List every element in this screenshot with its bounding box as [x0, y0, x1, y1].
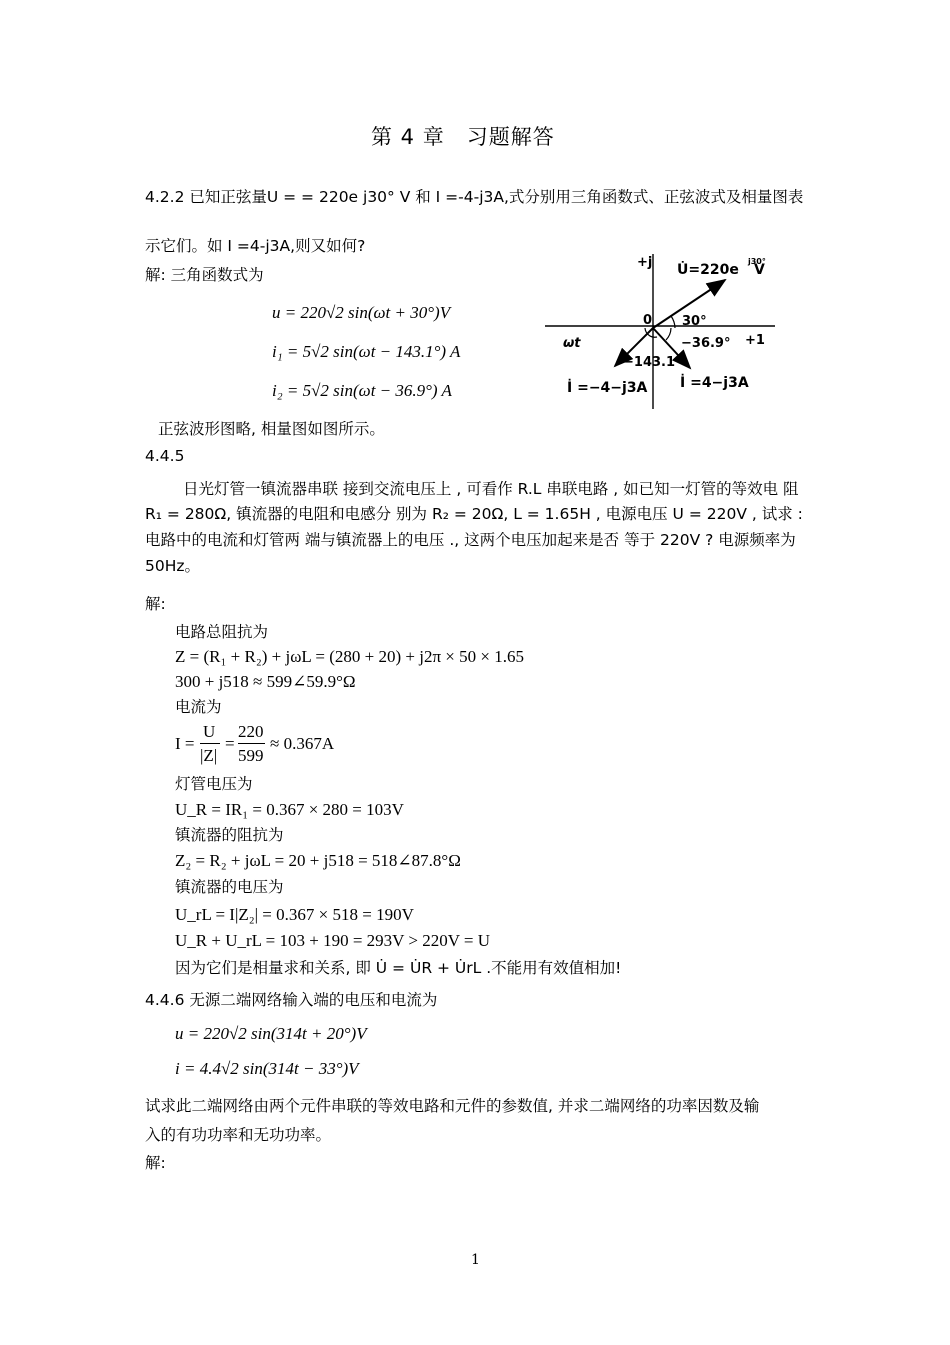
- problem-446-line2: 试求此二端网络由两个元件串联的等效电路和元件的参数值, 并求二端网络的功率因数及输: [145, 1097, 760, 1115]
- label-i2: İ =4−j3A: [680, 375, 749, 391]
- equation-i1: i₁ = 5√2 sin(ωt − 143.1°) A: [272, 342, 461, 361]
- label-i1: İ =−4−j3A: [567, 380, 648, 396]
- angle-arc-369: [666, 328, 671, 340]
- label-u-exp: j30°: [748, 257, 766, 266]
- problem-422-line2: 示它们。如 I =4-j3A,则又如何?: [145, 237, 366, 255]
- label-angle-30: 30°: [682, 314, 707, 329]
- label-origin: 0: [643, 313, 653, 328]
- step-impedance-label: 电路总阻抗为: [175, 623, 269, 641]
- label-omega-t: ωt: [563, 336, 581, 351]
- problem-422-line1: 4.2.2 已知正弦量U = = 220e j30° V 和 I =-4-j3A,式分别用三角函数式、正弦波式及相量图表: [145, 188, 804, 206]
- step-current-label: 电流为: [175, 698, 222, 716]
- step-lamp-voltage-label: 灯管电压为: [175, 775, 253, 793]
- problem-445-line2: R₁ = 280Ω, 镇流器的电阻和电感分 别为 R₂ = 20Ω, L = 1.65H , 电源电压 U = 220V , 试求 :: [145, 505, 803, 523]
- label-u: U̇=220e: [677, 262, 739, 278]
- step-impedance-result: 300 + j518 ≈ 599∠59.9°Ω: [175, 672, 356, 691]
- page-number: 1: [471, 1252, 480, 1268]
- current-eq-equals: =: [225, 734, 235, 753]
- label-plus-j: +j: [637, 255, 653, 270]
- label-plus-1: +1: [745, 333, 765, 348]
- step-ballast-voltage-eq: U_rL = I|Z₂| = 0.367 × 518 = 190V: [175, 905, 414, 924]
- current-eq-den1: |Z|: [200, 746, 218, 765]
- step-impedance-eq: Z = (R₁ + R₂) + jωL = (280 + 20) + j2π × 50 × 1.65: [175, 647, 524, 666]
- fraction-bar-2: [238, 743, 265, 744]
- problem-445-line3: 电路中的电流和灯管两 端与镇流器上的电压 ., 这两个电压加起来是否 等于 220V ? 电源频率为: [145, 531, 796, 549]
- page-title: 第 4 章 习题解答: [371, 125, 555, 149]
- phasor-diagram: [545, 244, 790, 414]
- problem-445-line1: 日光灯管一镇流器串联 接到交流电压上 , 可看作 R.L 串联电路 , 如已知一灯管的等效电 阻: [183, 480, 799, 498]
- problem-445-line4: 50Hz。: [145, 557, 201, 575]
- step-ballast-impedance-eq: Z₂ = R₂ + jωL = 20 + j518 = 518∠87.8°Ω: [175, 851, 461, 870]
- current-eq-num1: U: [203, 722, 216, 741]
- problem-445-number: 4.4.5: [145, 447, 185, 465]
- phasor-note: 正弦波形图略, 相量图如图所示。: [158, 420, 385, 438]
- problem-445-solution-label: 解:: [145, 595, 166, 613]
- label-angle-369: −36.9°: [681, 336, 731, 351]
- problem-446-eq-u: u = 220√2 sin(314t + 20°)V: [175, 1024, 367, 1043]
- problem-446-solution-label: 解:: [145, 1154, 166, 1172]
- problem-422-solution-label: 解: 三角函数式为: [145, 266, 264, 284]
- fraction-bar-1: [200, 743, 220, 744]
- label-angle-1431: −143.1°: [623, 355, 682, 370]
- current-eq-rhs: ≈ 0.367A: [270, 734, 335, 753]
- step-lamp-voltage-eq: U_R = IR₁ = 0.367 × 280 = 103V: [175, 800, 404, 819]
- label-u-unit: V: [754, 262, 765, 278]
- step-ballast-voltage-label: 镇流器的电压为: [175, 878, 284, 896]
- step-ballast-impedance-label: 镇流器的阻抗为: [175, 826, 284, 844]
- step-voltage-sum-eq: U_R + U_rL = 103 + 190 = 293V > 220V = U: [175, 931, 491, 950]
- current-eq-den2: 599: [238, 746, 264, 765]
- equation-i2: i₂ = 5√2 sin(ωt − 36.9°) A: [272, 381, 452, 400]
- current-eq-num2: 220: [238, 722, 264, 741]
- step-conclusion: 因为它们是相量求和关系, 即 U̇ = U̇R + U̇rL .不能用有效值相加!: [175, 959, 622, 977]
- problem-446-line1: 4.4.6 无源二端网络输入端的电压和电流为: [145, 991, 438, 1009]
- problem-446-eq-i: i = 4.4√2 sin(314t − 33°)V: [175, 1059, 359, 1078]
- equation-u: u = 220√2 sin(ωt + 30°)V: [272, 303, 451, 322]
- problem-446-line3: 入的有功功率和无功功率。: [145, 1126, 332, 1144]
- current-eq-lhs: I =: [175, 734, 195, 753]
